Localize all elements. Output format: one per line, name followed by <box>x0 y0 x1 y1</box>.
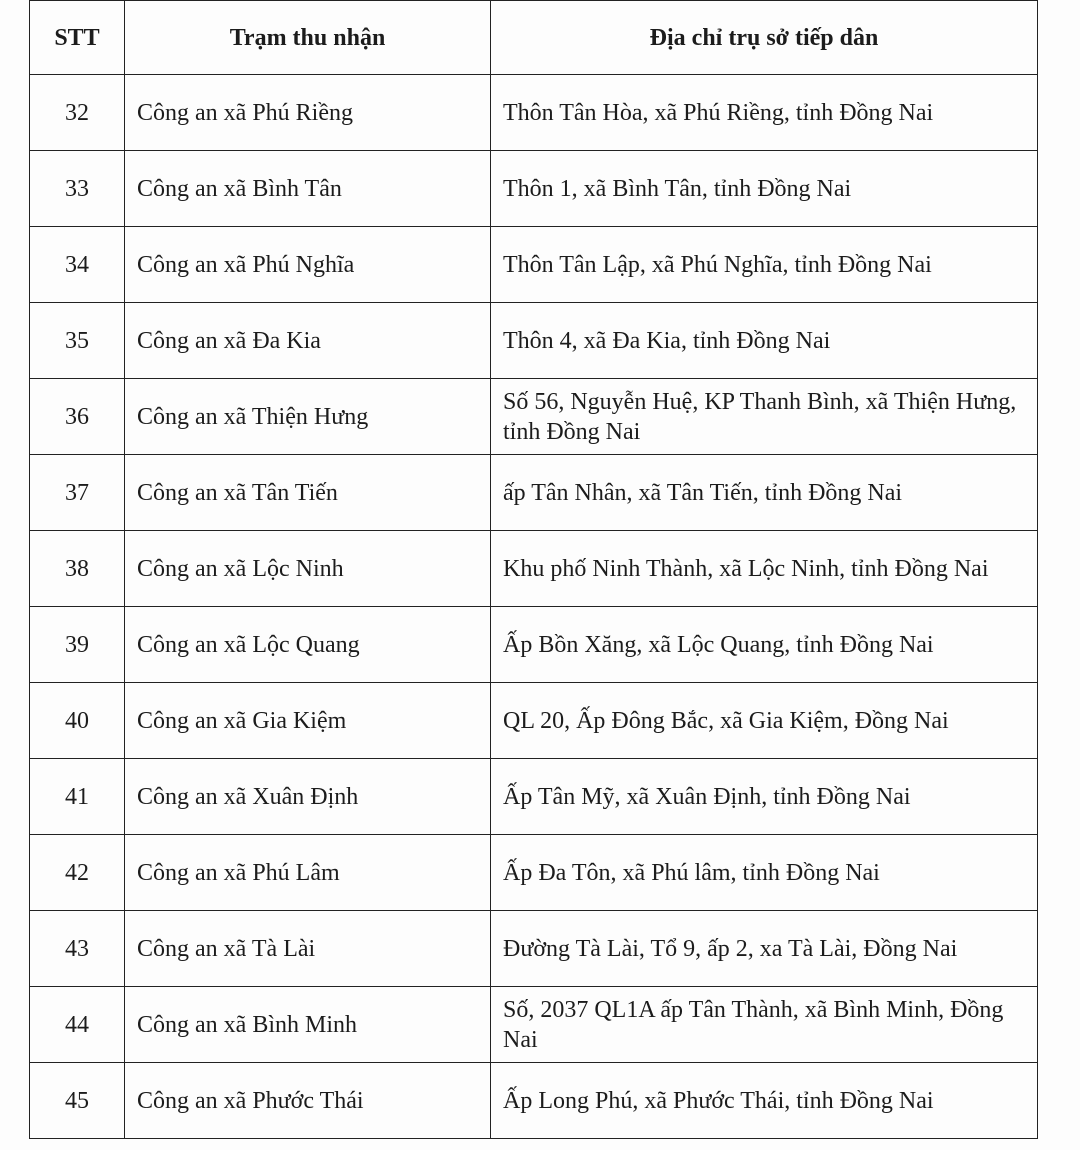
row-station: Công an xã Gia Kiệm <box>125 683 491 759</box>
row-station: Công an xã Thiện Hưng <box>125 379 491 455</box>
row-station: Công an xã Xuân Định <box>125 759 491 835</box>
header-station: Trạm thu nhận <box>125 1 491 75</box>
table-row <box>30 303 1038 379</box>
row-stt: 38 <box>30 531 125 607</box>
row-stt: 44 <box>30 987 125 1063</box>
table-header-row <box>30 1 1038 75</box>
row-station: Công an xã Tà Lài <box>125 911 491 987</box>
header-address: Địa chỉ trụ sở tiếp dân <box>491 1 1038 75</box>
table-row <box>30 683 1038 759</box>
table-row <box>30 759 1038 835</box>
row-station: Công an xã Lộc Quang <box>125 607 491 683</box>
row-address: Ấp Long Phú, xã Phước Thái, tỉnh Đồng Nai <box>491 1063 1038 1139</box>
row-stt: 43 <box>30 911 125 987</box>
row-stt: 39 <box>30 607 125 683</box>
row-address: Khu phố Ninh Thành, xã Lộc Ninh, tỉnh Đồng Nai <box>491 531 1038 607</box>
row-stt: 40 <box>30 683 125 759</box>
row-address: Ấp Đa Tôn, xã Phú lâm, tỉnh Đồng Nai <box>491 835 1038 911</box>
row-address: ấp Tân Nhân, xã Tân Tiến, tỉnh Đồng Nai <box>491 455 1038 531</box>
row-stt: 45 <box>30 1063 125 1139</box>
row-address: Thôn 4, xã Đa Kia, tỉnh Đồng Nai <box>491 303 1038 379</box>
row-address: Số 56, Nguyễn Huệ, KP Thanh Bình, xã Thiện Hưng, tỉnh Đồng Nai <box>491 379 1038 455</box>
row-stt: 33 <box>30 151 125 227</box>
row-station: Công an xã Phú Lâm <box>125 835 491 911</box>
reception-stations-table <box>29 0 1038 1139</box>
row-address: Thôn 1, xã Bình Tân, tỉnh Đồng Nai <box>491 151 1038 227</box>
row-stt: 34 <box>30 227 125 303</box>
table-row <box>30 151 1038 227</box>
table-row <box>30 75 1038 151</box>
row-address: Ấp Tân Mỹ, xã Xuân Định, tỉnh Đồng Nai <box>491 759 1038 835</box>
row-address: Số, 2037 QL1A ấp Tân Thành, xã Bình Minh, Đồng Nai <box>491 987 1038 1063</box>
table-row <box>30 835 1038 911</box>
row-stt: 32 <box>30 75 125 151</box>
row-stt: 41 <box>30 759 125 835</box>
row-station: Công an xã Lộc Ninh <box>125 531 491 607</box>
row-station: Công an xã Bình Minh <box>125 987 491 1063</box>
table-row <box>30 379 1038 455</box>
row-station: Công an xã Phú Nghĩa <box>125 227 491 303</box>
table-row <box>30 1063 1038 1139</box>
row-address: Ấp Bồn Xăng, xã Lộc Quang, tỉnh Đồng Nai <box>491 607 1038 683</box>
row-stt: 37 <box>30 455 125 531</box>
row-address: Thôn Tân Hòa, xã Phú Riềng, tỉnh Đồng Nai <box>491 75 1038 151</box>
row-station: Công an xã Tân Tiến <box>125 455 491 531</box>
row-station: Công an xã Phú Riềng <box>125 75 491 151</box>
table-row <box>30 531 1038 607</box>
row-stt: 36 <box>30 379 125 455</box>
row-stt: 42 <box>30 835 125 911</box>
row-station: Công an xã Phước Thái <box>125 1063 491 1139</box>
table-row <box>30 455 1038 531</box>
row-address: Đường Tà Lài, Tổ 9, ấp 2, xa Tà Lài, Đồng Nai <box>491 911 1038 987</box>
table-row <box>30 607 1038 683</box>
table-row <box>30 911 1038 987</box>
row-stt: 35 <box>30 303 125 379</box>
row-station: Công an xã Đa Kia <box>125 303 491 379</box>
table-row <box>30 227 1038 303</box>
row-station: Công an xã Bình Tân <box>125 151 491 227</box>
header-stt: STT <box>30 1 125 75</box>
row-address: Thôn Tân Lập, xã Phú Nghĩa, tỉnh Đồng Nai <box>491 227 1038 303</box>
table-row <box>30 987 1038 1063</box>
row-address: QL 20, Ấp Đông Bắc, xã Gia Kiệm, Đồng Nai <box>491 683 1038 759</box>
